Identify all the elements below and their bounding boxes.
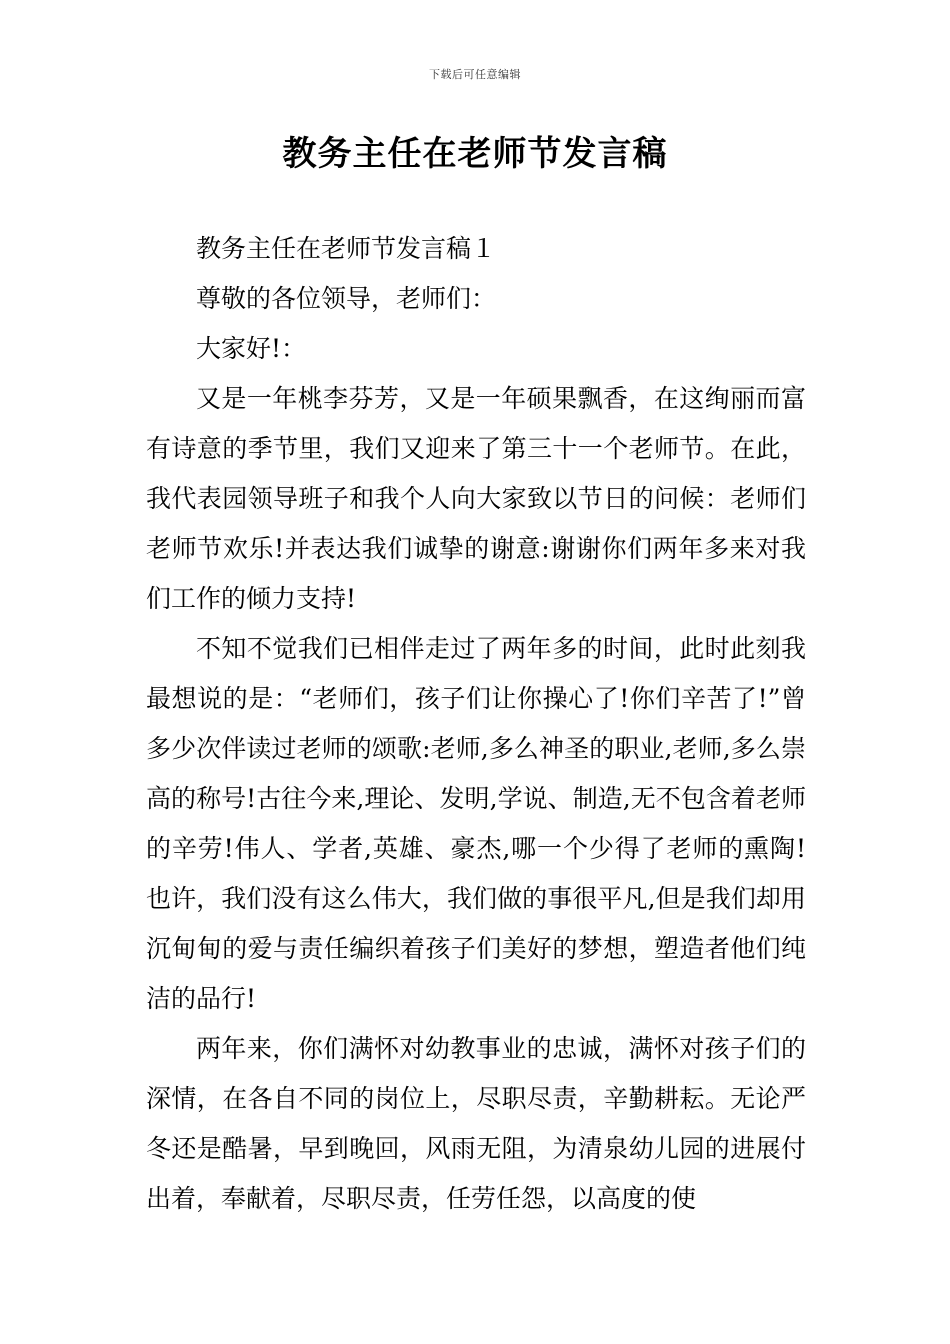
paragraph-body-1: 又是一年桃李芬芳，又是一年硕果飘香，在这绚丽而富有诗意的季节里，我们又迎来了第三十一个老师节。在此，我代表园领导班子和我个人向大家致以节日的问候：老师们老师节欢乐!并表达我们诚挚的谢意:谢谢你们两年多来对我们工作的倾力支持!: [146, 384, 806, 613]
document-body: [146, 224, 806, 1224]
paragraph-subtitle: 教务主任在老师节发言稿１: [196, 234, 497, 263]
paragraph-greeting: 大家好!：: [196, 334, 307, 363]
paragraph-body-2: 不知不觉我们已相伴走过了两年多的时间，此时此刻我最想说的是：“老师们，孩子们让你操心了!你们辛苦了!”曾多少次伴读过老师的颂歌:老师,多么神圣的职业,老师,多么崇高的称号!古往今来,理论、发明,学说、制造,无不包含着老师的辛劳!伟人、学者,英雄、豪杰,哪一个少得了老师的熏陶!也许，我们没有这么伟大，我们做的事很平凡,但是我们却用沉甸甸的爱与责任编织着孩子们美好的梦想，塑造者他们纯洁的品行!: [146, 634, 806, 1013]
paragraph-salutation: 尊敬的各位领导，老师们：: [196, 284, 497, 313]
document-title: 教务主任在老师节发言稿: [282, 134, 668, 174]
paragraph-body-3: 两年来，你们满怀对幼教事业的忠诚，满怀对孩子们的深情，在各自不同的岗位上，尽职尽责，辛勤耕耘。无论严冬还是酷暑，早到晚回，风雨无阻，为清泉幼儿园的进展付出着，奉献着，尽职尽责，任劳任怨，以高度的使: [146, 1034, 806, 1213]
header-note: 下载后可任意编辑: [429, 68, 521, 81]
